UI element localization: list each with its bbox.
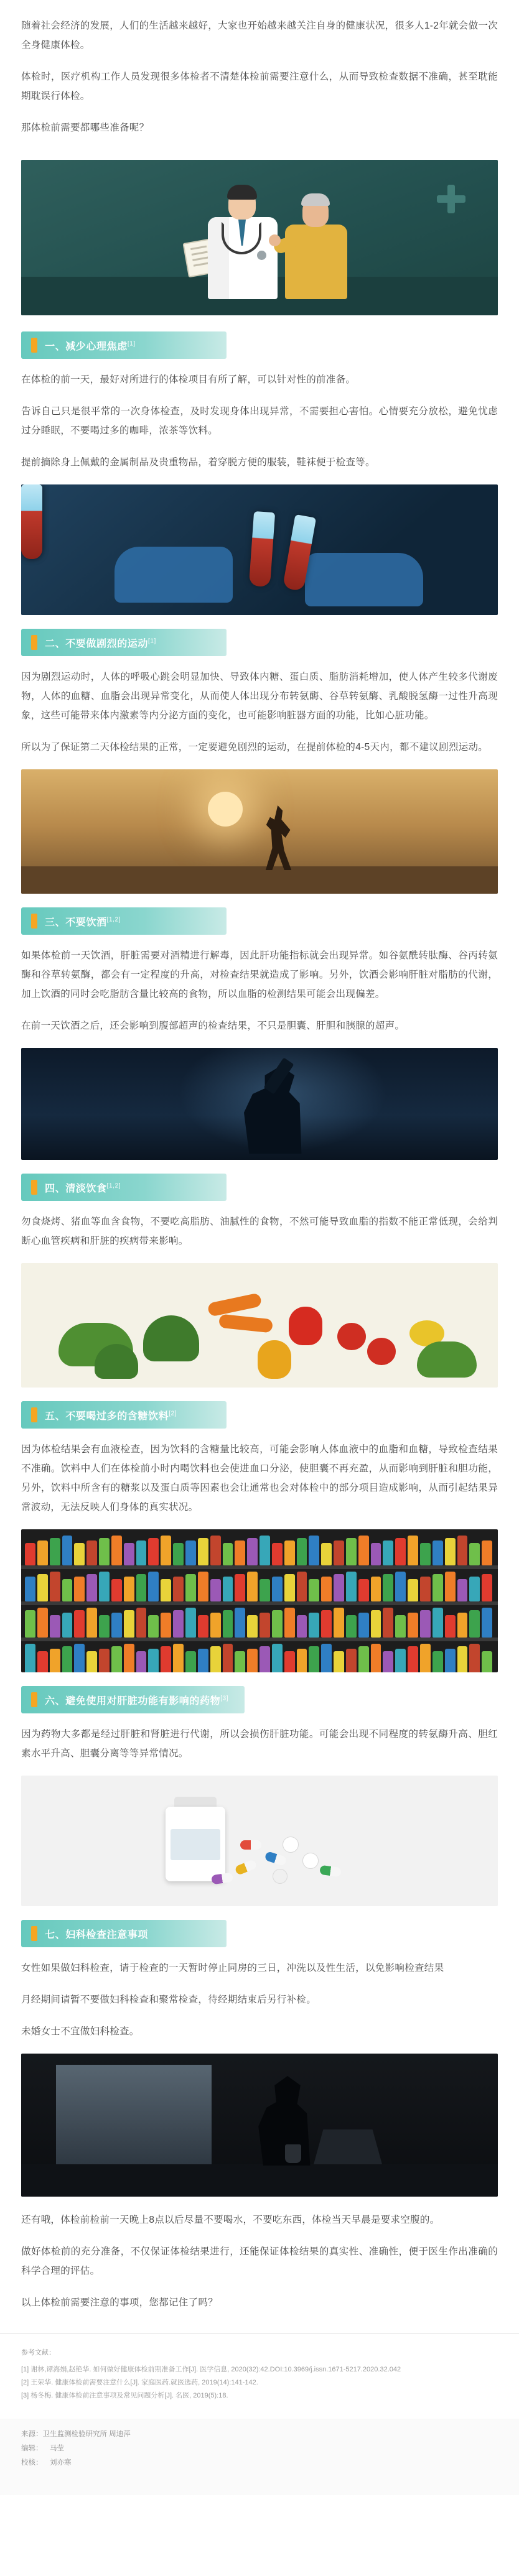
beverage-bottle [74,1543,85,1565]
beverage-bottle [482,1574,492,1601]
section-1-body [0,370,519,472]
footer-reviewer-key: 校核： [21,2458,43,2467]
footer-meta [0,2419,519,2495]
beverage-bottle [469,1577,480,1601]
section-7-title-text: 七、妇科检查注意事项 [45,1929,149,1940]
section-1-heading-bar [21,331,227,359]
beverage-bottle [309,1646,319,1672]
beverage-bottle [223,1610,233,1638]
section-6-paragraph-1: 因为药物大多都是经过肝脏和肾脏进行代谢，所以会损伤肝脏功能。可能会出现不同程度的转氨酶升高、胆红素水平升高、胆囊分离等等异常情况。 [21,1729,498,1759]
beverage-bottle [198,1649,208,1672]
beverage-bottle [161,1536,171,1565]
blood-tube [21,484,42,559]
beverage-bottle [136,1651,147,1672]
patient-hand [269,234,281,246]
beverage-bottle [25,1644,35,1672]
beverage-bottle [408,1613,418,1638]
beverage-bottle [124,1543,134,1565]
beverage-bottle [432,1651,443,1672]
beverage-bottle [74,1610,85,1638]
beverage-bottle [148,1538,159,1565]
lettuce [417,1341,477,1378]
doctor-hair [227,185,257,200]
beverage-bottle [432,1574,443,1601]
section-7-title [45,1927,164,1941]
beverage-bottle [358,1536,369,1565]
footer-reviewer-row [21,2456,498,2470]
capsule [234,1859,257,1876]
beverage-bottle [185,1608,196,1638]
tablet [273,1869,288,1884]
section-3 [0,907,519,1160]
section-2-paragraph-2: 所以为了保证第二天体检结果的正常，一定要避免剧烈的运动，在提前体检的4-5天内，都不建议剧烈运动。 [21,742,489,753]
section-7-paragraph-2: 月经期间请暂不要做妇科检查和聚常检查，待经期结束后另行补检。 [21,1995,317,2005]
beverage-bottle [334,1608,344,1638]
shelf-row [21,1570,498,1605]
beverage-bottle [284,1651,295,1672]
beverage-bottle [469,1644,480,1672]
beverage-bottle [457,1646,468,1672]
section-7-paragraph-3: 未婚女士不宜做妇科检查。 [21,2026,139,2037]
section-2-title [45,636,172,650]
section-3-heading [21,907,498,935]
beverage-bottle [284,1574,295,1601]
section-3-title-sup: [1,2] [106,916,121,924]
beverage-bottle [321,1610,332,1638]
beverage-bottle [25,1577,35,1601]
beverage-bottle [37,1608,48,1638]
beverage-bottle [99,1649,110,1672]
reference-item: [1] 谢林,谭海娟,赵艳华. 如何做好健康体检前期准备工作[J]. 医学信息, 2020(32):42.DOI:10.3969/j.issn.1671-5217.2020.32.042 [21,2365,401,2373]
medical-cross-icon [437,185,465,213]
beverage-bottle [161,1579,171,1601]
beverage-bottle [358,1646,369,1672]
cup-icon [285,2144,301,2163]
beverage-bottle [284,1608,295,1638]
beverage-bottle [445,1615,456,1638]
beverage-bottle [210,1579,221,1601]
section-3-heading-bar [21,907,227,935]
window [56,2065,212,2164]
photo-vegetables [21,1263,498,1388]
beverage-bottle [235,1608,245,1638]
beverage-bottle [86,1574,97,1601]
beverage-bottle [297,1649,307,1672]
tablet [283,1837,299,1853]
section-2-title-sup: [1] [148,637,156,645]
beverage-bottle [50,1649,60,1672]
beverage-bottle [86,1651,97,1672]
capsule [240,1840,261,1850]
beverage-bottle [371,1610,381,1638]
beverage-bottle [136,1608,147,1638]
intro-section [0,0,519,154]
beverage-bottle [408,1579,418,1601]
beverage-bottle [161,1646,171,1672]
beverage-bottle [173,1543,184,1565]
beverage-bottle [247,1572,258,1601]
beverage-bottle [469,1610,480,1638]
footer-reviewer-value: 刘亦寒 [50,2458,72,2467]
beverage-bottle [198,1572,208,1601]
section-6-heading-bar [21,1686,245,1713]
beverage-bottle [235,1574,245,1601]
runner-silhouette [265,805,292,870]
pill-bottle-label [171,1829,220,1860]
closing-paragraph-3: 以上体检前需要注意的事项，您都记住了吗？ [21,2297,218,2308]
beverage-bottle [37,1574,48,1601]
section-2-heading-bar [21,629,227,656]
section-1-title-text: 一、减少心理焦虑 [45,341,128,352]
references-section [0,2333,519,2409]
beverage-bottle [62,1646,73,1672]
beverage-bottle [74,1644,85,1672]
shelf-row [21,1534,498,1569]
beverage-bottle [457,1613,468,1638]
beverage-bottle [185,1651,196,1672]
section-7 [0,1920,519,2197]
beverage-bottle [334,1651,344,1672]
beverage-bottle [383,1574,393,1601]
section-1 [0,331,519,615]
beverage-bottle [457,1579,468,1601]
beverage-bottle [445,1538,456,1565]
section-3-title-text: 三、不要饮酒 [45,917,107,928]
section-2 [0,629,519,894]
section-1-paragraph-1: 在体检的前一天，最好对所进行的体检项目有所了解，可以针对性的前准备。 [21,374,356,385]
section-6-title [45,1693,245,1707]
broccoli [143,1315,199,1361]
beverage-bottle [420,1543,431,1565]
section-7-heading-bar [21,1920,227,1947]
section-7-body [0,1958,519,2041]
footer-editor-value: 马莹 [50,2444,64,2452]
blood-tube [249,511,275,587]
section-7-heading [21,1920,498,1947]
section-6-title-text: 六、避免使用对肝脏功能有影响的药物 [45,1695,221,1707]
beverage-bottle [198,1615,208,1638]
heading-accent-bar [31,1180,37,1195]
heading-accent-bar [31,1407,37,1422]
beverage-bottle [247,1538,258,1565]
section-5-title [45,1408,193,1422]
beverage-bottle [482,1608,492,1638]
beverage-bottle [210,1613,221,1638]
beverage-bottle [74,1577,85,1601]
beverage-bottle [247,1615,258,1638]
section-4-paragraph-1: 勿食烧烤、猪血等血含食物，不要吃高脂肪、油腻性的食物，不然可能导致血脂的指数不能正常低现，会给判断心血管疾病和肝脏的疾病带来影响。 [21,1216,498,1246]
beverage-bottle [334,1541,344,1565]
patient-hair [301,193,330,206]
laptop-icon [314,2129,382,2164]
beverage-bottle [346,1538,357,1565]
beverage-bottle [62,1536,73,1565]
beverage-bottle [124,1577,134,1601]
heading-accent-bar [31,914,37,929]
section-6-body [0,1725,519,1763]
beverage-bottle [37,1651,48,1672]
shelf-row [21,1642,498,1672]
beverage-bottle [297,1615,307,1638]
capsule [264,1851,288,1866]
section-4-heading [21,1174,498,1201]
beverage-bottle [111,1646,122,1672]
section-1-title-sup: [1] [127,340,136,348]
beverage-bottle [223,1644,233,1672]
section-5 [0,1401,519,1672]
section-7-paragraph-1: 女性如果做妇科检查，请于检查的一天暂时停止同房的三日，冲洗以及性生活，以免影响检查结果 [21,1963,444,1973]
sun-icon [208,792,243,827]
beverage-bottle [395,1538,406,1565]
section-4 [0,1174,519,1388]
beverage-bottle [420,1644,431,1672]
beverage-bottle [482,1541,492,1565]
beverage-bottle [371,1644,381,1672]
beverage-bottle [173,1577,184,1601]
beverage-bottle [148,1649,159,1672]
beverage-bottle [62,1579,73,1601]
beverage-bottle [395,1615,406,1638]
photo-desk-night [21,2054,498,2197]
beverage-bottle [260,1646,270,1672]
tomato [337,1323,366,1350]
intro-paragraph-2: 体检时，医疗机构工作人员发现很多体检者不清楚体检前需要注意什么，从而导致检查数据不准确，甚至耽能期耽误行体检。 [21,72,498,101]
beverage-bottle [235,1651,245,1672]
beverage-bottle [309,1579,319,1601]
beverage-bottle [260,1536,270,1565]
tablet [302,1853,319,1869]
beverage-bottle [346,1615,357,1638]
section-3-body [0,946,519,1035]
glove-right [305,553,423,606]
beverage-bottle [321,1543,332,1565]
reference-item: [3] 杨冬梅. 健康体检前注意事项及常见问题分析[J]. 名医, 2019(5):18. [21,2391,228,2399]
beverage-bottle [173,1644,184,1672]
section-6 [0,1686,519,1906]
beverage-bottle [50,1615,60,1638]
beverage-bottle [62,1613,73,1638]
beverage-bottle [408,1536,418,1565]
section-1-paragraph-2: 告诉自己只是很平常的一次身体检查，及时发现身体出现异常，不需要担心害怕。心情要充分放松，避免忧虑过分睡眠，不要喝过多的咖啡，浓茶等饮料。 [21,406,498,436]
beverage-bottle [223,1577,233,1601]
beverage-bottle [260,1613,270,1638]
beverage-bottle [136,1574,147,1601]
beverage-bottle [111,1613,122,1638]
intro-paragraph-3: 那体检前需要都哪些准备呢？ [21,123,149,133]
beverage-bottle [148,1572,159,1601]
heading-accent-bar [31,338,37,353]
section-4-title-sup: [1,2] [106,1182,121,1190]
section-2-body [0,667,519,757]
section-4-body [0,1212,519,1251]
beverage-bottle [358,1579,369,1601]
beverage-bottle [482,1651,492,1672]
person-silhouette [239,2072,320,2166]
closing-paragraph-1: 还有哦，体检前检前一天晚上8点以后尽量不要喝水，不要吃东西，体检当天早晨是要求空腹的。 [21,2215,440,2225]
beverage-bottle [50,1538,60,1565]
beverage-bottle [124,1644,134,1672]
beverage-bottle [173,1610,184,1638]
section-1-title [45,338,152,353]
red-pepper [289,1307,322,1345]
beverage-bottle [334,1574,344,1601]
photo-pills [21,1776,498,1906]
beverage-bottle [321,1577,332,1601]
beverage-bottle [272,1543,283,1565]
beverage-bottle [395,1572,406,1601]
hero-illustration-doctor-patient [21,160,498,315]
capsule [319,1865,342,1878]
beverage-bottle [111,1536,122,1565]
beverage-bottle [86,1608,97,1638]
beverage-bottle [346,1572,357,1601]
beverage-bottle [99,1572,110,1601]
intro-paragraph-1: 随着社会经济的发展，人们的生活越来越好，大家也开始越来越关注自身的健康状况，很多人1-2年就会做一次全身健康体检。 [21,21,498,50]
beverage-bottle [309,1613,319,1638]
beverage-bottle [432,1608,443,1638]
beverage-bottle [99,1615,110,1638]
photo-beverage-shelf [21,1529,498,1672]
beverage-bottle [358,1613,369,1638]
patient-body [285,225,347,299]
section-5-heading-bar [21,1401,227,1429]
beverage-bottle [37,1541,48,1565]
photo-blood-tubes [21,484,498,615]
beverage-bottle [457,1536,468,1565]
beverage-bottle [161,1613,171,1638]
capsule [211,1873,233,1885]
beverage-bottle [210,1646,221,1672]
beverage-bottle [235,1541,245,1565]
section-5-title-sup: [2] [169,1410,177,1417]
beverage-bottle [223,1543,233,1565]
heading-accent-bar [31,1926,37,1941]
section-2-title-text: 二、不要做剧烈的运动 [45,638,149,649]
beverage-bottle [408,1646,418,1672]
beverage-bottle [272,1644,283,1672]
section-5-title-text: 五、不要喝过多的含糖饮料 [45,1411,169,1422]
section-2-paragraph-1: 因为剧烈运动时，人体的呼吸心跳会明显加快、导致体内糖、蛋白质、脂肪消耗增加，使人体产生较多代谢废物，人体的血糖、血脂会出现异常变化，从而使人体出现分布转氨酶、谷草转氨酶、乳酸脱氢酶一过性升高现象，这些可能带来体内激素等内分泌方面的变化，也可能影响脏器方面的功能，比如心脏功能。 [21,672,498,721]
photo-runner [21,769,498,894]
photo-drinking [21,1048,498,1160]
glove-left [115,547,233,603]
carrot [207,1292,263,1317]
section-5-paragraph-1: 因为体检结果会有血液检查，因为饮料的含糖量比较高，可能会影响人体血液中的血脂和血糖，导致检查结果不准确。饮料中人们在体检前小时内喝饮料也会使进血口分泌，使胆囊不再充盈，从而影响到肝脏和胆功能，另外，饮料中所含有的糖浆以及蛋白质等因素也会让通常也会对体检中的部分项目造成影响，从而引起结果异常波动，无法反映人们身体的真实状况。 [21,1444,498,1513]
section-4-title-text: 四、清淡饮食 [45,1183,107,1194]
shelf-row [21,1606,498,1641]
footer-editor-row [21,2442,498,2456]
beverage-bottle [272,1610,283,1638]
beverage-bottle [247,1649,258,1672]
beverage-bottle [25,1543,35,1565]
beverage-bottle [445,1572,456,1601]
beverage-bottle [383,1608,393,1638]
beverage-bottle [445,1649,456,1672]
tomato [367,1338,396,1365]
section-5-heading [21,1401,498,1429]
beverage-bottle [185,1541,196,1565]
footer-editor-key: 编辑： [21,2444,43,2452]
beverage-bottle [99,1538,110,1565]
beverage-bottle [124,1610,134,1638]
reference-item: [2] 王荣华. 健康体检前需要注意什么[J]. 家庭医药.就医选药, 2019(14):141-142. [21,2378,258,2386]
carrot [218,1314,273,1333]
section-6-title-sup: [3] [220,1695,229,1702]
beverage-bottle [272,1577,283,1601]
section-4-title [45,1180,137,1195]
beverage-bottle [86,1541,97,1565]
beverage-bottle [469,1543,480,1565]
beverage-bottle [309,1536,319,1565]
beverage-bottle [210,1536,221,1565]
stethoscope-bell [257,251,266,260]
references-title: 参考文献： [21,2349,55,2356]
beverage-bottle [185,1574,196,1601]
heading-accent-bar [31,1692,37,1707]
section-6-heading [21,1686,498,1713]
beverage-bottle [25,1610,35,1638]
section-3-paragraph-2: 在前一天饮酒之后，还会影响到腹部超声的检查结果，不只是胆囊、肝胆和胰腺的超声。 [21,1021,405,1031]
beverage-bottle [395,1649,406,1672]
beverage-bottle [50,1572,60,1601]
beverage-bottle [383,1651,393,1672]
beverage-bottle [383,1541,393,1565]
section-2-heading [21,629,498,656]
beverage-bottle [148,1615,159,1638]
ground [21,866,498,894]
section-1-paragraph-3: 提前摘除身上佩戴的金属制品及贵重物品，着穿脱方便的服装，鞋袜便于检查等。 [21,457,375,468]
section-1-heading [21,331,498,359]
beverage-bottle [321,1644,332,1672]
section-4-heading-bar [21,1174,227,1201]
beverage-bottle [260,1579,270,1601]
section-5-body [0,1440,519,1517]
beverage-bottle [111,1579,122,1601]
beverage-bottle [371,1543,381,1565]
beverage-bottle [297,1572,307,1601]
beverage-bottle [297,1538,307,1565]
beverage-bottle [432,1541,443,1565]
footer-source: 来源：卫生监测检验研究所 周迪萍 [21,2430,131,2438]
beverage-bottle [346,1649,357,1672]
red-pepper [258,1340,291,1379]
section-3-title [45,914,137,929]
beverage-bottle [198,1538,208,1565]
beverage-bottle [420,1577,431,1601]
beverage-bottle [420,1610,431,1638]
closing-section [0,2210,519,2312]
beverage-bottle [136,1541,147,1565]
closing-paragraph-2: 做好体检前的充分准备，不仅保证体检结果进行，还能保证体检结果的真实性、准确性，便于医生作出准确的科学合理的评估。 [21,2246,498,2276]
beverage-bottle [284,1541,295,1565]
heading-accent-bar [31,635,37,650]
beverage-bottle [371,1577,381,1601]
section-3-paragraph-1: 如果体检前一天饮酒，肝脏需要对酒精进行解毒，因此肝功能指标就会出现异常。如谷氨酰转肽酶、谷丙转氨酶和谷草转氨酶，都会有一定程度的升高，对检查结果就造成了影响。另外，饮酒会影响肝脏对脂肪的代谢，加上饮酒的同时会吃脂肪含量比较高的食物，所以血脂的检测结果可能会出现偏差。 [21,950,498,999]
desk-surface [21,2164,498,2197]
